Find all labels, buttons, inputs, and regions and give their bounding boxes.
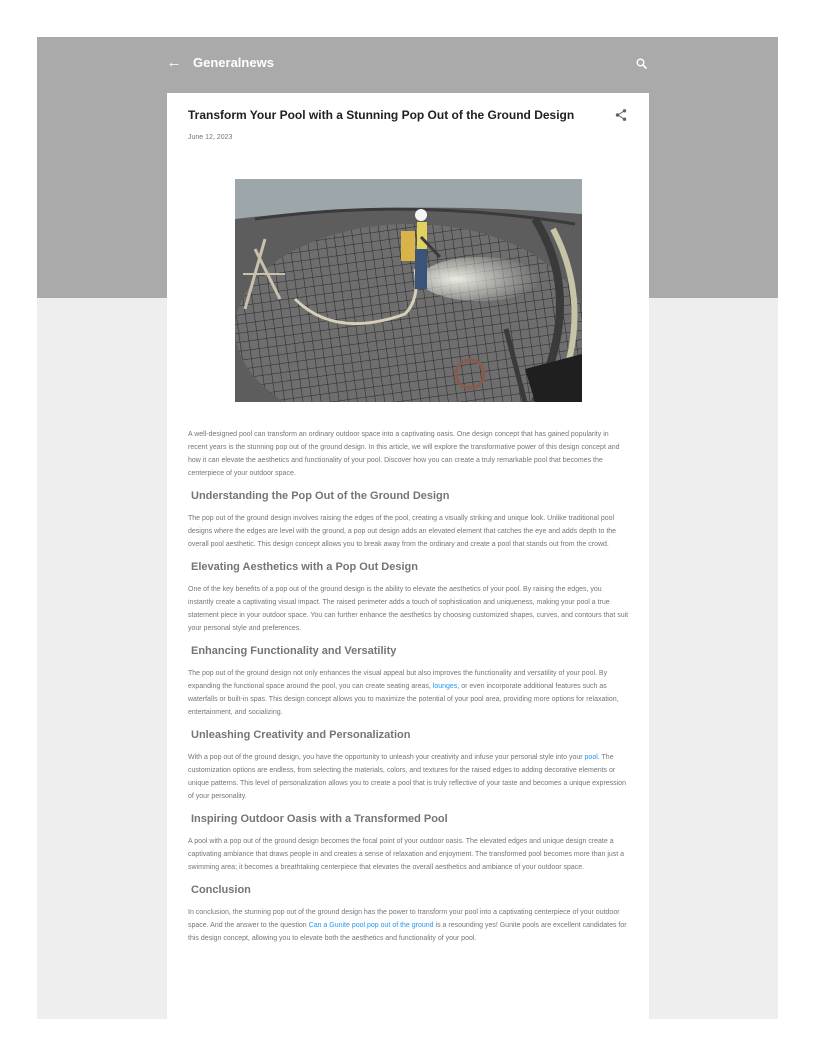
post-card [167, 93, 649, 1019]
share-icon [614, 108, 628, 122]
blog-title[interactable]: Generalnews [193, 55, 274, 70]
section-heading: Elevating Aesthetics with a Pop Out Design [191, 561, 418, 573]
section-paragraph [188, 906, 629, 945]
gunite-pool-link[interactable]: Can a Gunite pool pop out of the ground [308, 922, 434, 929]
pool-link[interactable]: pool [584, 754, 598, 761]
arrow-left-icon: ← [166, 54, 182, 71]
section-paragraph: A pool with a pop out of the ground design becomes the focal point of your outdoor oasis. The elevated edges and unique design create a captivating ambiance that draws people in and creates a sense of relaxation and enjoyment. The transformed pool becomes more than just a swimming area; it becomes a breathtaking centerpiece that elevates the overall aesthetics and ambiance of your outdoor space. [188, 838, 625, 871]
intro-paragraph: A well-designed pool can transform an ordinary outdoor space into a captivating oasis. One design concept that has gained popularity in recent years is the stunning pop out of the ground design. In this article, we will explore the transformative power of this design concept and how it can elevate the aesthetics and functionality of your pool. Discover how you can create a truly remarkable pool that becomes the centerpiece of your outdoor space. [188, 431, 620, 477]
post-title: Transform Your Pool with a Stunning Pop Out of the Ground Design [188, 108, 575, 122]
paragraph-text: The pop out of the ground design not only enhances the visual appeal but also improves the functionality and versatility of your pool. By expanding the functional space around the pool, you can create seating areas, [188, 670, 608, 690]
section-paragraph: The pop out of the ground design involves raising the edges of the pool, creating a visually striking and unique look. Unlike traditional pool designs where the edges are level with the ground, a pop out design adds an elevated element that catches the eye and adds depth to the overall pool aesthetic. This design concept allows you to break away from the ordinary and create a pool that stands out from the crowd. [188, 515, 617, 548]
share-button[interactable] [614, 108, 628, 122]
pool-construction-illustration [235, 179, 582, 402]
section-paragraph: One of the key benefits of a pop out of the ground design is the ability to elevate the aesthetics of your pool. By raising the edges, you instantly create a captivating visual impact. The raised perimeter adds a touch of sophistication and uniqueness, making your pool a true statement piece in your outdoor space. You can further enhance the aesthetics by choosing customized shapes, curves, and contours that suit your personal style and preferences. [188, 586, 629, 632]
post-body [188, 428, 629, 945]
search-button[interactable] [633, 55, 651, 73]
search-icon [633, 55, 651, 73]
hero-image [235, 179, 582, 402]
paragraph-text: is a resounding yes! Gunite pools are excellent candidates for this design concept, allowing you to elevate both the aesthetics and functionality of your pool. [188, 922, 627, 942]
page-frame [37, 37, 778, 1019]
lounges-link[interactable]: lounges [432, 683, 458, 690]
paragraph-text: In conclusion, the stunning pop out of the ground design has the power to transform your pool into a captivating centerpiece of your outdoor space. And the answer to the question [188, 909, 620, 929]
paragraph-text: With a pop out of the ground design, you have the opportunity to unleash your creativity and infuse your personal style into your [188, 754, 585, 761]
section-heading: Unleashing Creativity and Personalization [191, 729, 411, 741]
back-button[interactable] [164, 53, 184, 73]
section-heading: Understanding the Pop Out of the Ground Design [191, 490, 450, 502]
section-paragraph [188, 667, 629, 719]
paragraph-text: . The customization options are endless, from selecting the materials, colors, and textures for the raised edges to adding decorative elements or unique patterns. This level of personalization allows you to create a pool that is truly reflective of your taste and becomes a unique expression of your personality. [188, 754, 627, 800]
section-heading: Enhancing Functionality and Versatility [191, 645, 397, 657]
section-heading: Inspiring Outdoor Oasis with a Transformed Pool [191, 813, 448, 825]
section-heading: Conclusion [191, 884, 251, 896]
post-date: June 12, 2023 [188, 134, 233, 141]
paragraph-text: , or even incorporate additional features such as waterfalls or built-in spas. This design concept allows you to maximize the potential of your pool area, providing more options for relaxation, entertainment, and socializing. [188, 683, 619, 716]
section-paragraph [188, 751, 629, 803]
